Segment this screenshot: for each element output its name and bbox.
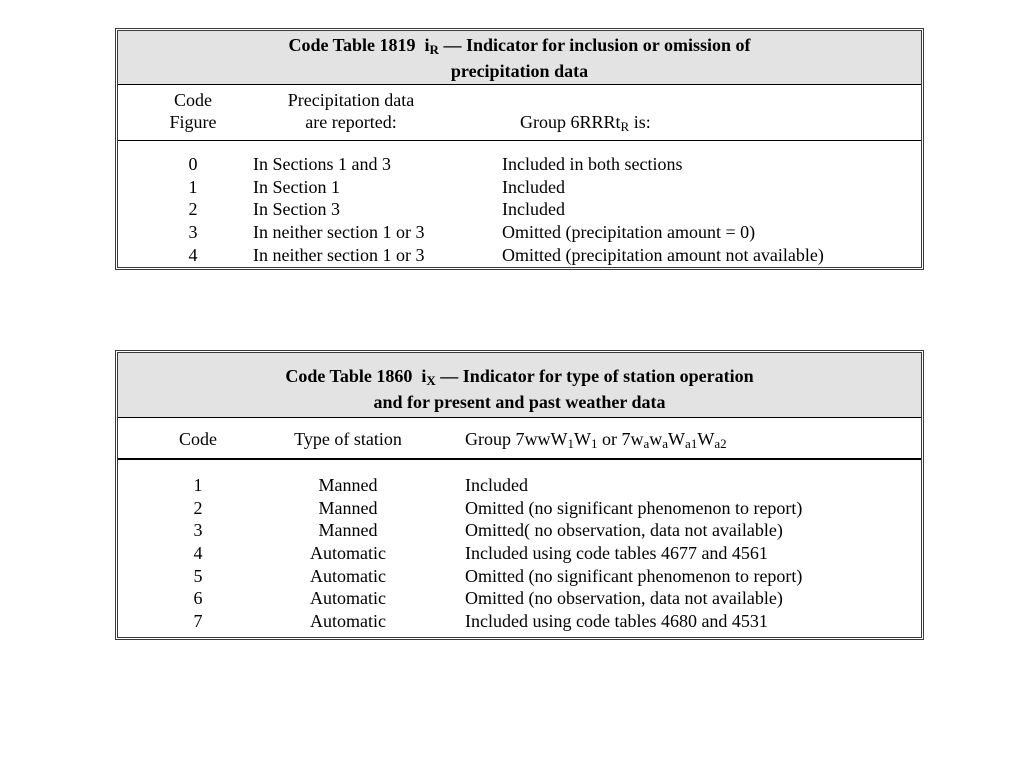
column-header-text: w <box>649 429 663 449</box>
column-header-text: W <box>668 429 686 449</box>
cell-code: 1 <box>193 475 203 495</box>
table-row <box>118 610 921 633</box>
table-body <box>118 141 921 266</box>
cell-code: 3 <box>193 520 203 541</box>
cell-code: 4 <box>193 543 203 564</box>
cell-group: Included <box>502 199 565 220</box>
cell-code: 6 <box>193 588 203 609</box>
cell-code: 7 <box>193 611 203 632</box>
column-header-text: Figure <box>169 112 217 132</box>
cell-group: Omitted (no significant phenomenon to report) <box>465 497 803 518</box>
table-row <box>118 542 921 565</box>
table-row <box>118 565 921 588</box>
cell-station-type: Automatic <box>310 588 386 609</box>
column-header-group <box>465 428 727 450</box>
table-row <box>118 176 921 199</box>
column-header-code: Code <box>179 429 217 449</box>
cell-code: 1 <box>188 176 198 197</box>
column-header-text: is: <box>629 112 651 132</box>
column-header-text: Group 6RRRt <box>520 112 621 132</box>
cell-station-type: Automatic <box>310 611 386 632</box>
column-header-type-of-station: Type of station <box>294 429 402 449</box>
cell-group: Included <box>502 176 565 197</box>
column-header-text: Code <box>174 90 212 110</box>
cell-reported: In Section 3 <box>253 199 340 220</box>
table-row <box>118 198 921 221</box>
column-header-text: are reported: <box>305 112 397 132</box>
cell-reported: In Section 1 <box>253 176 340 197</box>
cell-station-type: Manned <box>318 475 378 495</box>
table-row <box>118 497 921 520</box>
column-header-group <box>520 111 651 133</box>
cell-group: Omitted (no significant phenomenon to report) <box>465 565 803 586</box>
cell-code: 2 <box>193 497 203 518</box>
table-row <box>118 519 921 542</box>
cell-group: Omitted (precipitation amount not available) <box>502 244 824 265</box>
cell-code: 2 <box>188 199 198 220</box>
title-line-2: precipitation data <box>450 61 589 81</box>
cell-code: 5 <box>193 565 203 586</box>
code-table-1819 <box>115 28 924 270</box>
column-header-code-figure <box>158 89 228 133</box>
cell-code: 3 <box>188 222 198 243</box>
cell-station-type: Automatic <box>310 565 386 586</box>
title-text-rest: — Indicator for type of station operation <box>435 366 754 386</box>
column-header-subscript: 1 <box>567 436 574 451</box>
code-table-1860 <box>115 350 924 640</box>
cell-group: Included using code tables 4680 and 4531 <box>465 611 768 632</box>
column-header-text: W <box>697 429 715 449</box>
column-header-row <box>118 418 921 460</box>
title-symbol: i <box>421 366 427 386</box>
column-header-precipitation-reported <box>276 89 426 133</box>
table-title <box>118 353 921 418</box>
table-title <box>118 31 921 85</box>
table-row <box>118 153 921 176</box>
cell-reported: In neither section 1 or 3 <box>253 222 425 243</box>
column-header-text: Group 7wwW <box>465 429 568 449</box>
title-text-rest: — Indicator for inclusion or omission of <box>438 35 751 55</box>
cell-reported: In Sections 1 and 3 <box>253 154 391 174</box>
table-body <box>118 460 921 633</box>
table-row <box>118 244 921 267</box>
title-symbol-subscript: X <box>426 373 436 388</box>
cell-group: Included <box>465 475 528 495</box>
column-header-text: Precipitation data <box>287 90 415 110</box>
title-symbol-subscript: R <box>429 42 439 57</box>
cell-group: Omitted( no observation, data not available) <box>465 520 783 541</box>
column-header-row <box>118 85 921 141</box>
column-header-text: W <box>573 429 591 449</box>
cell-group: Omitted (no observation, data not available) <box>465 588 783 609</box>
column-header-subscript: a <box>643 436 650 451</box>
cell-station-type: Automatic <box>310 543 386 564</box>
column-header-subscript: a1 <box>685 436 698 451</box>
title-symbol: i <box>424 35 430 55</box>
table-row <box>118 221 921 244</box>
cell-group: Included in both sections <box>502 154 683 174</box>
table-row <box>118 474 921 497</box>
column-header-subscript: a2 <box>714 436 727 451</box>
column-header-subscript: R <box>620 119 630 134</box>
column-header-text: or 7w <box>597 429 644 449</box>
title-text: Code Table 1860 <box>285 366 413 386</box>
cell-station-type: Manned <box>318 497 378 518</box>
title-text: Code Table 1819 <box>288 35 416 55</box>
table-row <box>118 587 921 610</box>
cell-group: Included using code tables 4677 and 4561 <box>465 543 768 564</box>
cell-group: Omitted (precipitation amount = 0) <box>502 222 756 243</box>
column-header-subscript: 1 <box>590 436 598 451</box>
column-header-subscript: a <box>662 436 669 451</box>
cell-station-type: Manned <box>318 520 378 541</box>
cell-reported: In neither section 1 or 3 <box>253 244 425 265</box>
cell-code: 0 <box>188 154 198 174</box>
cell-code: 4 <box>188 244 198 265</box>
title-line-2: and for present and past weather data <box>373 392 666 412</box>
